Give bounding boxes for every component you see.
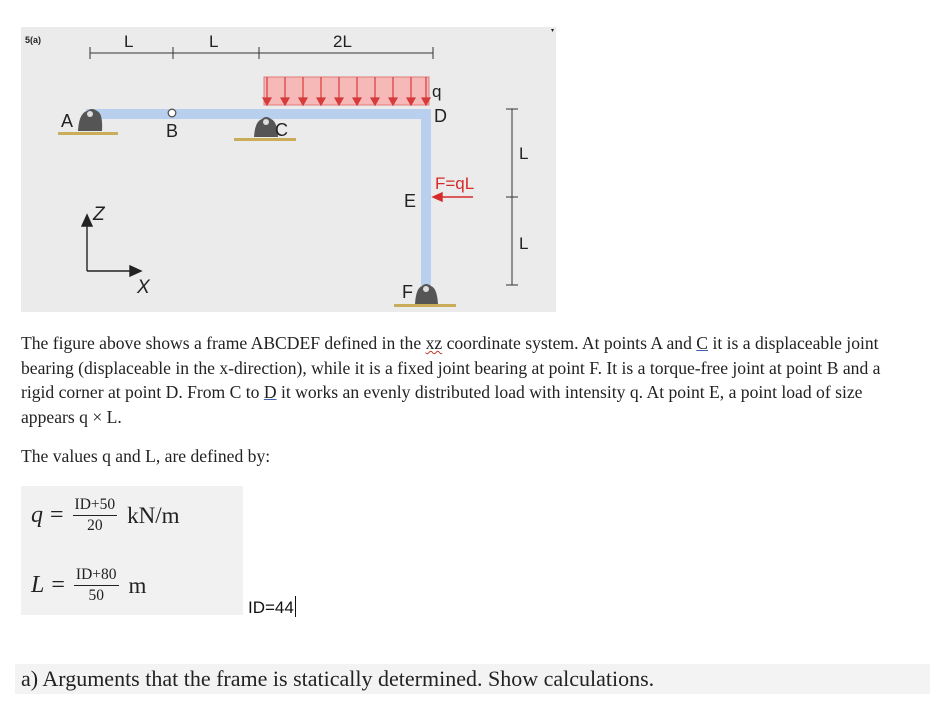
problem-number: 5(a) — [25, 35, 42, 45]
question-a: a) Arguments that the frame is statically determined. Show calculations. — [21, 666, 655, 691]
right-dimension-line — [506, 109, 518, 285]
formula-l-unit: m — [128, 572, 147, 598]
values-intro: The values q and L, are defined by: — [21, 446, 271, 466]
horizontal-beam — [86, 109, 431, 119]
desc-xz: xz — [425, 333, 443, 353]
top-dimension-line — [90, 47, 433, 59]
frame-figure — [21, 27, 556, 312]
formula-q-var: q — [31, 502, 43, 528]
formula-l-eq: = — [51, 572, 65, 598]
vertical-column — [421, 109, 431, 299]
coordinate-axes — [82, 215, 141, 276]
axis-label-z: Z — [93, 204, 105, 225]
formula-q-denominator: 20 — [87, 517, 103, 534]
dim-label-vert2: L — [519, 234, 529, 253]
question-bar — [15, 664, 930, 694]
force-arrow-f — [433, 193, 473, 201]
point-label-f: F — [402, 282, 413, 302]
desc-d: D — [263, 382, 277, 402]
dim-label-seg2: L — [209, 32, 219, 51]
formula-l-var: L — [31, 572, 45, 598]
formula-q-numerator: ID+50 — [73, 496, 118, 516]
load-label-q: q — [432, 82, 442, 101]
desc-part-4: it works an evenly distributed load with intensity q. At point E, a point load of size appears q × L. — [21, 382, 863, 427]
formula-l — [31, 566, 146, 605]
point-label-d: D — [434, 106, 447, 126]
id-text-field[interactable] — [248, 596, 296, 618]
formula-q — [31, 496, 180, 535]
axis-label-x: X — [137, 277, 150, 298]
id-value: ID=44 — [248, 598, 294, 617]
desc-part-3: it is a displaceable joint bearing (displaceable in the x-direction), while it is a fixed joint bearing at point F. It is a torque-free joint at point B and a rigid corner at point D. From C to — [21, 333, 881, 402]
formula-q-unit: kN/m — [127, 502, 180, 528]
point-label-a: A — [61, 111, 74, 131]
dim-label-seg3: 2L — [333, 32, 352, 51]
distributed-load-area — [264, 77, 429, 105]
dim-label-seg1: L — [124, 32, 134, 51]
desc-part-2: coordinate system. At points A and — [442, 333, 697, 353]
formula-q-eq: = — [50, 502, 64, 528]
formula-l-denominator: 50 — [88, 587, 104, 604]
frame-diagram — [21, 27, 556, 312]
formula-l-fraction — [74, 566, 119, 605]
problem-description — [21, 331, 916, 429]
formula-q-fraction — [73, 496, 118, 535]
point-label-e: E — [404, 191, 417, 211]
point-label-b: B — [166, 121, 179, 141]
formula-box — [21, 486, 243, 615]
corner-mark: ▾ — [551, 28, 555, 34]
point-label-c: C — [275, 120, 288, 140]
formula-l-numerator: ID+80 — [74, 566, 119, 586]
force-label: F=qL — [435, 174, 475, 193]
dim-label-vert1: L — [519, 144, 529, 163]
desc-part-1: The figure above shows a frame ABCDEF defined in the — [21, 333, 426, 353]
text-caret — [295, 596, 296, 617]
hinge-b — [168, 109, 176, 117]
desc-c: C — [696, 333, 709, 353]
